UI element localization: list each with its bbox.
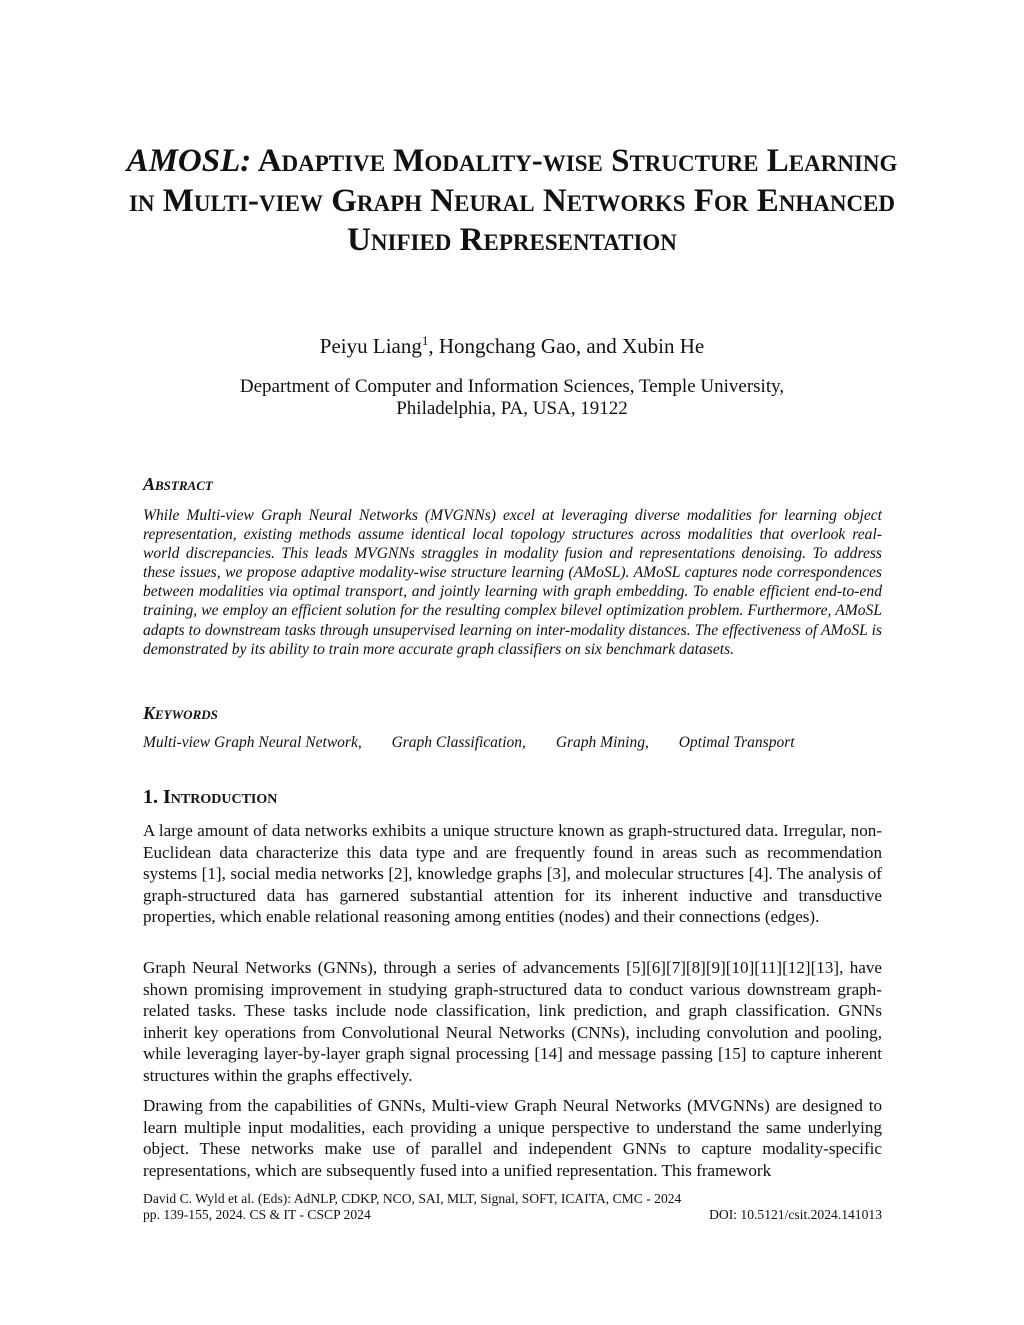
footer-doi: DOI: 10.5121/csit.2024.141013	[709, 1207, 882, 1222]
intro-paragraph-1: A large amount of data networks exhibits a unique structure known as graph-structured data. Irregular, non-Euclidean data characterize this data type and are frequently found in areas such as recommendation systems [1], social media networks [2], knowledge graphs [3], and molecular structures [4]. The analysis of graph-structured data has garnered substantial attention for its inherent inductive and transductive properties, which enable relational reasoning among entities (nodes) and their connections (edges).	[143, 821, 882, 926]
footer-pages: pp. 139-155, 2024.	[143, 1207, 247, 1222]
affiliation	[150, 376, 874, 420]
abstract-heading: Abstract	[143, 474, 213, 494]
keyword: Graph Classification,	[391, 734, 526, 751]
author-footnote-mark: 1	[421, 333, 429, 348]
keywords-heading: Keywords	[143, 703, 218, 723]
keyword: Multi-view Graph Neural Network,	[143, 734, 362, 751]
affiliation-line-1: Department of Computer and Information Sciences, Temple University,	[239, 376, 785, 397]
keyword: Optimal Transport	[678, 734, 795, 751]
intro-paragraph-2: Graph Neural Networks (GNNs), through a series of advancements [5][6][7][8][9][10][11][12][13], have shown promising improvement in studying graph-structured data to conduct various downstream graph- related tasks. These tasks include node classification, link prediction, and graph classification. GNNs inherit key operations from Convolutional Neural Networks (CNNs), including convolution and pooling, while leveraging layer-by-layer graph signal processing [14] and message passing [15] to capture inherent structures within the graphs effectively.	[143, 958, 882, 1085]
footer-row	[143, 1207, 882, 1223]
intro-paragraph-3: Drawing from the capabilities of GNNs, Multi-view Graph Neural Networks (MVGNNs) are designed to learn multiple input modalities, each providing a unique perspective to understand the same underlying object. These networks make use of parallel and independent GNNs to capture modality-specific representations, which are subsequently fused into a unified representation. This framework	[143, 1096, 882, 1180]
keywords-list	[143, 734, 882, 752]
abstract-body: While Multi-view Graph Neural Networks (MVGNNs) excel at leveraging diverse modalities for learning object representation, existing methods assume identical local topology structures across modalities that overlook real-world discrepancies. This leads MVGNNs straggles in modality fusion and representations denoising. To address these issues, we propose adaptive modality-wise structure learning (AMoSL). AMoSL captures node correspondences between modalities via optimal transport, and jointly learning with graph embedding. To enable efficient end-to-end training, we employ an efficient solution for the resulting complex bilevel optimization problem. Furthermore, AMoSL adapts to downstream tasks through unsupervised learning on inter-modality distances. The effectiveness of AMoSL is demonstrated by its ability to train more accurate graph classifiers on six benchmark datasets.	[143, 507, 882, 658]
keyword: Graph Mining,	[555, 734, 649, 751]
author-list	[120, 333, 904, 359]
introduction-heading: 1. Introduction	[143, 786, 278, 808]
title-acronym: AMOSL:	[126, 143, 252, 179]
footer-pages-series	[143, 1207, 371, 1223]
author-first: Peiyu Liang	[319, 334, 422, 358]
footer-series: CS & IT - CSCP 2024	[249, 1207, 371, 1222]
paper-title	[120, 142, 904, 261]
affiliation-line-2: Philadelphia, PA, USA, 19122	[396, 398, 628, 419]
page-footer	[143, 1191, 882, 1223]
author-rest: , Hongchang Gao, and Xubin He	[428, 334, 705, 358]
title-text: Adaptive Modality-wise Structure Learning in Multi-view Graph Neural Networks For Enhanced Unified Representation	[128, 143, 898, 258]
footer-editors: David C. Wyld et al. (Eds): AdNLP, CDKP, NCO, SAI, MLT, Signal, SOFT, ICAITA, CMC - 2024	[143, 1191, 682, 1206]
